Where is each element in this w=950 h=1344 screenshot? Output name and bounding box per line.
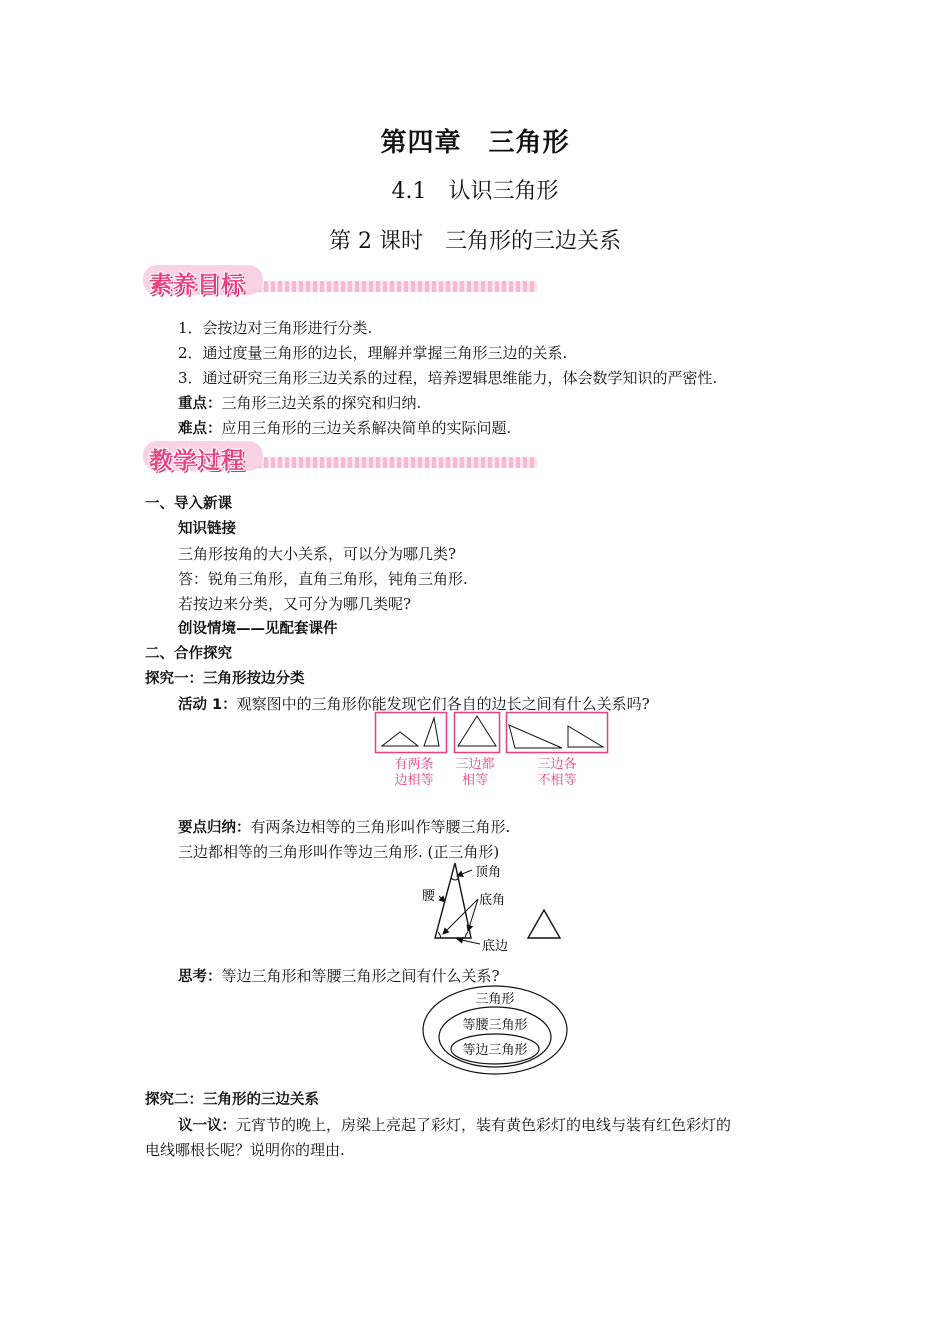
key-point xyxy=(178,393,421,414)
leg-label: 腰 xyxy=(422,889,436,904)
apex-label: 顶角 xyxy=(475,865,502,880)
discuss xyxy=(178,1115,731,1136)
goal-item-1: 1．会按边对三角形进行分类. xyxy=(178,319,373,337)
process-banner-text: 教学过程 xyxy=(149,448,245,474)
answer-1: 答：锐角三角形，直角三角形，钝角三角形. xyxy=(178,570,468,588)
hard-label: 难点： xyxy=(178,421,222,437)
goals-banner xyxy=(143,264,538,298)
summary-label: 要点归纳： xyxy=(178,820,251,836)
knowledge-link: 知识链接 xyxy=(178,521,236,537)
think-text: 等边三角形和等腰三角形之间有什么关系? xyxy=(221,967,500,985)
venn-middle-label: 等腰三角形 xyxy=(462,1018,528,1033)
goal-item-2: 2．通过度量三角形的边长，理解并掌握三角形三边的关系. xyxy=(178,344,568,362)
discuss-label: 议一议： xyxy=(178,1118,236,1134)
lesson-title: 第 2 课时 三角形的三边关系 xyxy=(329,229,621,254)
activity1-label: 活动 1： xyxy=(178,697,237,713)
hard-point xyxy=(178,418,511,439)
equilateral-triangle xyxy=(458,716,496,746)
activity1-text: 观察图中的三角形你能发现它们各自的边长之间有什么关系吗? xyxy=(236,695,650,713)
scenario: 创设情境——见配套课件 xyxy=(178,621,338,637)
group-label-3: 三边各 不相等 xyxy=(537,757,577,788)
question-1: 三角形按角的大小关系，可以分为哪几类? xyxy=(178,545,457,563)
venn-middle xyxy=(439,1007,551,1067)
chapter-title: 第四章 三角形 xyxy=(380,128,570,158)
goals-banner-text: 素养目标 xyxy=(149,272,245,298)
discuss-text-2: 电线哪根长呢？说明你的理由. xyxy=(145,1141,345,1159)
section-title: 4.1 认识三角形 xyxy=(391,179,559,204)
group-label-2: 三边都 相等 xyxy=(455,757,495,788)
base-label: 底边 xyxy=(482,939,509,954)
part2-heading: 二、合作探究 xyxy=(145,646,232,662)
explore1-heading: 探究一：三角形按边分类 xyxy=(145,671,305,687)
hard-text: 应用三角形的三边关系解决简单的实际问题. xyxy=(221,419,512,437)
scalene-triangle-1 xyxy=(509,725,562,748)
summary-text: 有两条边相等的三角形叫作等腰三角形. xyxy=(250,818,511,836)
summary-text-2: 三边都相等的三角形叫作等边三角形. (正三角形) xyxy=(178,843,500,861)
summary xyxy=(178,817,510,838)
triangle-groups-figure xyxy=(370,710,615,760)
part1-heading: 一、导入新课 xyxy=(145,496,232,512)
venn-diagram xyxy=(420,984,570,1076)
isosceles-triangle-1 xyxy=(382,732,418,746)
base-angle-label: 底角 xyxy=(479,893,506,908)
isosceles-triangle xyxy=(435,863,471,938)
key-label: 重点： xyxy=(178,396,222,412)
think-label: 思考： xyxy=(178,969,222,985)
isosceles-triangle-2 xyxy=(424,718,439,746)
key-text: 三角形三边关系的探究和归纳. xyxy=(221,394,422,412)
discuss-text: 元宵节的晚上，房梁上亮起了彩灯，装有黄色彩灯的电线与装有红色彩灯的 xyxy=(236,1116,732,1134)
goal-item-3: 3．通过研究三角形三边关系的过程，培养逻辑思维能力，体会数学知识的严密性. xyxy=(178,369,718,387)
equilateral-example xyxy=(528,910,560,938)
isosceles-diagram xyxy=(415,858,575,958)
question-2: 若按边来分类，又可分为哪几类呢? xyxy=(178,595,412,613)
venn-outer-label: 三角形 xyxy=(475,992,515,1007)
venn-inner-label: 等边三角形 xyxy=(462,1043,528,1058)
process-banner xyxy=(143,440,538,474)
group-label-1: 有两条 边相等 xyxy=(394,757,434,788)
explore2-heading: 探究二：三角形的三边关系 xyxy=(145,1092,319,1108)
scalene-triangle-2 xyxy=(568,726,603,747)
